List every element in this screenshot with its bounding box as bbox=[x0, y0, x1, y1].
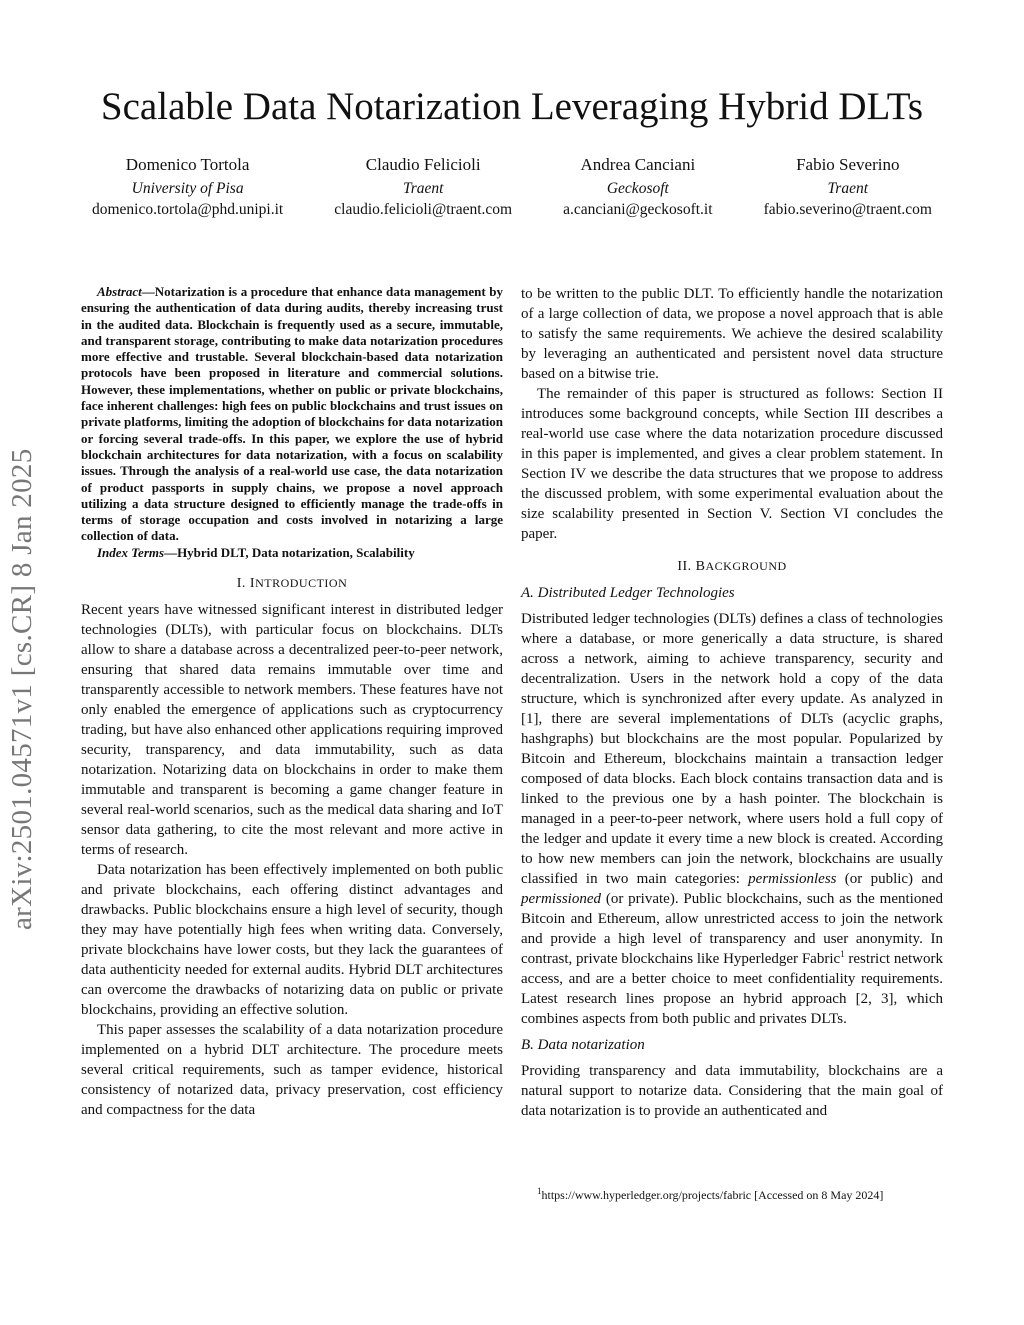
abstract-text: —Notarization is a procedure that enhance data management by ensuring the authentication of data during audits, thereby increasing trust in the audited data. Blockchain is frequently used as a secure, immutable, and transparent storage, contributing to make data notarization procedures more effective and trustable. Several blockchain-based data notarization protocols have been proposed in literature and commercial solutions. However, these implementations, whether on public or private blockchains, face inherent challenges: high fees on public blockchains and trust issues on private platforms, limiting the adoption of blockchains for data notarization or forcing several trade-offs. In this paper, we explore the use of hybrid blockchain architectures for data notarization, with a focus on scalability issues. Through the analysis of a real-world use case, the data notarization of product passports in supply chains, we propose a novel approach utilizing a data structure designed to efficiently manage the trade-offs in terms of storage occupation and costs involved in notarizing a large collection of data. bbox=[81, 284, 503, 544]
author-name: Domenico Tortola bbox=[125, 155, 250, 174]
footnote-marker: 1 bbox=[840, 949, 845, 959]
author-name: Claudio Felicioli bbox=[365, 155, 481, 174]
abstract bbox=[81, 284, 503, 545]
section-heading-background: II. BACKGROUND bbox=[677, 559, 787, 574]
author-email: a.canciani@geckosoft.it bbox=[563, 201, 713, 218]
arxiv-stamp: arXiv:2501.04571v1 [cs.CR] 8 Jan 2025 bbox=[6, 448, 38, 930]
right-column bbox=[521, 284, 943, 1121]
intro-paragraph: Data notarization has been effectively implemented on both public and private blockchains, each offering distinct advantages and drawbacks. Public blockchains ensure a high level of security, though they may have potentially high fees when writing data. Conversely, private blockchains have lower costs, but they lack the guarantees of data authenticity needed for external audits. Hybrid DLT architectures can overcome the drawbacks of notarizing data on public or private blockchains, providing an effective solution. bbox=[81, 861, 503, 1018]
notarization-paragraph: Providing transparency and data immutability, blockchains are a natural support to notarize data. Considering that the main goal of data notarization is to provide an authenticated and bbox=[521, 1063, 943, 1119]
author-affiliation: Geckosoft bbox=[606, 180, 669, 197]
index-terms-lead: Index Terms bbox=[97, 544, 165, 560]
intro-paragraph: This paper assesses the scalability of a data notarization procedure implemented on a hybrid DLT architecture. The procedure meets several critical requirements, such as tamper evidence, historical consistency of notarized data, privacy preservation, cost efficiency and compactness for the data bbox=[81, 1021, 503, 1118]
footnote-mark: 1 bbox=[537, 1186, 542, 1196]
author-name: Andrea Canciani bbox=[580, 155, 696, 174]
author bbox=[92, 152, 283, 220]
author-email: domenico.tortola@phd.unipi.it bbox=[92, 201, 284, 218]
dlt-paragraph: Distributed ledger technologies (DLTs) defines a class of technologies where a database, or more generically a data structure, is shared across a network, aiming to achieve transparency, security and decentralization. Users in the network hold a copy of the data structure, which is synchronized after every update. As analyzed in [1], there are several implementations of DLTs (acyclic graphs, hashgraphs) but blockchains are the most popular. Popularized by Bitcoin and Ethereum, blockchains maintain a transaction ledger composed of data blocks. Each block contains transaction data and is linked to the previous one by a hash pointer. The blockchain is managed in a peer-to-peer network, where users hold a full copy of the ledger and update it every time a new block is created. According to how new members can join the network, blockchains are usually classified in two main categories: permissionless (or public) and permissioned (or private). Public blockchains, such as the mentioned Bitcoin and Ethereum, allow unrestricted access to join the network and provide a high level of transparency and user anonymity. In contrast, private blockchains like Hyperledger Fabric$^1$ restrict network access, and are a better choice to meet confidentiality requirements. Latest research lines propose an hybrid approach [2, 3], which combines aspects from both public and privates DLTs. bbox=[521, 611, 943, 1027]
author-affiliation: Traent bbox=[402, 180, 444, 197]
intro-paragraph: Recent years have witnessed significant interest in distributed ledger technologies (DLTs), with particular focus on blockchains. DLTs allow to share a database across a decentralized peer-to-peer network, ensuring that shared data remains immutable over time and transparently accessible to network members. These features have not only enabled the emergence of applications such as cryptocurrency trading, but have also enhanced other applications requiring improved security, transparency, and data immutability, such as data notarization. Notarizing data on blockchains in order to make them immutable and transparent is becoming a game changer feature in several real-world scenarios, such as the medical data sharing and IoT sensor data gathering, to cite the most relevant and more active in terms of research. bbox=[81, 601, 503, 858]
section-heading-introduction: I. INTRODUCTION bbox=[236, 575, 348, 591]
author bbox=[764, 152, 932, 220]
footnote-link: https://www.hyperledger.org/projects/fabric [Accessed on 8 May 2024] bbox=[541, 1188, 884, 1202]
author-email: claudio.felicioli@traent.com bbox=[334, 201, 513, 218]
left-column bbox=[81, 284, 503, 1120]
paper-structure-paragraph: The remainder of this paper is structured as follows: Section II introduces some background concepts, while Section III describes a real-world use case where the data notarization procedure discussed in this paper is implemented, and gives a clear problem statement. In Section IV we describe the data structures that we propose to address the discussed problem, with some experimental evaluation about the size scalability presented in Section V. Section VI concludes the paper. bbox=[521, 386, 943, 542]
author-affiliation: Traent bbox=[827, 180, 869, 197]
author-affiliation: University of Pisa bbox=[131, 180, 244, 197]
author bbox=[563, 152, 712, 220]
intro-continuation: to be written to the public DLT. To efficiently handle the notarization of a large collection of data, we propose a novel approach that is able to satisfy the same requirements. We achieve the desired scalability by leveraging an authenticated and persistent novel data structure based on a bitwise trie. bbox=[521, 286, 943, 382]
subsection-heading-dlt: A. Distributed Ledger Technologies bbox=[521, 585, 735, 601]
subsection-heading-notarization: B. Data notarization bbox=[521, 1037, 645, 1053]
index-terms bbox=[81, 545, 503, 561]
index-terms-text: —Hybrid DLT, Data notarization, Scalability bbox=[164, 544, 415, 560]
author-email: fabio.severino@traent.com bbox=[763, 201, 932, 218]
paper-title: Scalable Data Notarization Leveraging Hybrid DLTs bbox=[100, 85, 924, 128]
footnote bbox=[521, 1188, 943, 1203]
abstract-lead: Abstract bbox=[97, 284, 142, 299]
author-block bbox=[92, 152, 932, 220]
author-name: Fabio Severino bbox=[796, 155, 900, 174]
author bbox=[334, 152, 512, 220]
